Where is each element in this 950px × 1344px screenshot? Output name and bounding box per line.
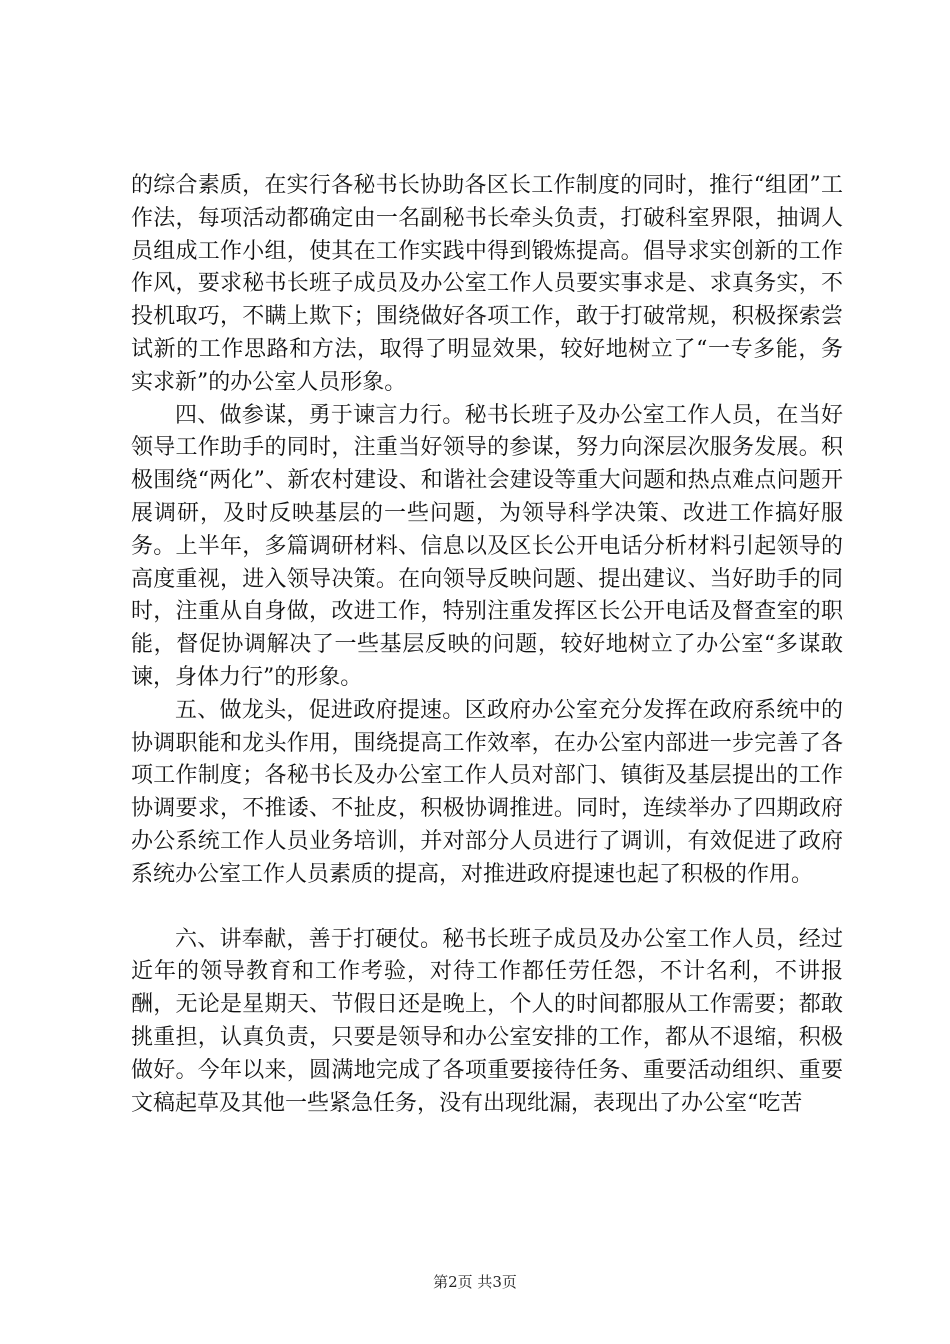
paragraph-section-6: 六、讲奉献，善于打硬仗。秘书长班子成员及办公室工作人员，经过近年的领导教育和工作考验，对待工作都任劳任怨，不计名利，不讲报酬，无论是星期天、节假日还是晚上，个人的时间都服从工作需要；都敢挑重担，认真负责，只要是领导和办公室安排的工作，都从不退缩，积极做好。今年以来，圆满地完成了各项重要接待任务、重要活动组织、重要文稿起草及其他一些紧急任务，没有出现纰漏，表现出了办公室“吃苦 xyxy=(131,926,843,1116)
document-body xyxy=(131,170,843,1120)
paragraph-section-5: 五、做龙头，促进政府提速。区政府办公室充分发挥在政府系统中的协调职能和龙头作用，围绕提高工作效率，在办公室内部进一步完善了各项工作制度；各秘书长及办公室工作人员对部门、镇街及基层提出的工作协调要求，不推诿、不扯皮，积极协调推进。同时，连续举办了四期政府办公系统工作人员业务培训，并对部分人员进行了调训，有效促进了政府系统办公室工作人员素质的提高，对推进政府提速也起了积极的作用。 xyxy=(131,697,843,887)
paragraph-continuation: 的综合素质，在实行各秘书长协助各区长工作制度的同时，推行“组团”工作法，每项活动都确定由一名副秘书长牵头负责，打破科室界限，抽调人员组成工作小组，使其在工作实践中得到锻炼提高。倡导求实创新的工作作风，要求秘书长班子成员及办公室工作人员要实事求是、求真务实，不投机取巧，不瞒上欺下；围绕做好各项工作，敢于打破常规，积极探索尝试新的工作思路和方法，取得了明显效果，较好地树立了“一专多能，务实求新”的办公室人员形象。 xyxy=(131,173,843,395)
page-footer: 第2页 共3页 xyxy=(433,1273,517,1291)
paragraph-section-4: 四、做参谋，勇于谏言力行。秘书长班子及办公室工作人员，在当好领导工作助手的同时，注重当好领导的参谋，努力向深层次服务发展。积极围绕“两化”、新农村建设、和谐社会建设等重大问题和热点难点问题开展调研，及时反映基层的一些问题，为领导科学决策、改进工作搞好服务。上半年，多篇调研材料、信息以及区长公开电话分析材料引起领导的高度重视，进入领导决策。在向领导反映问题、提出建议、当好助手的同时，注重从自身做，改进工作，特别注重发挥区长公开电话及督查室的职能，督促协调解决了一些基层反映的问题，较好地树立了办公室“多谋敢谏，身体力行”的形象。 xyxy=(131,402,843,690)
